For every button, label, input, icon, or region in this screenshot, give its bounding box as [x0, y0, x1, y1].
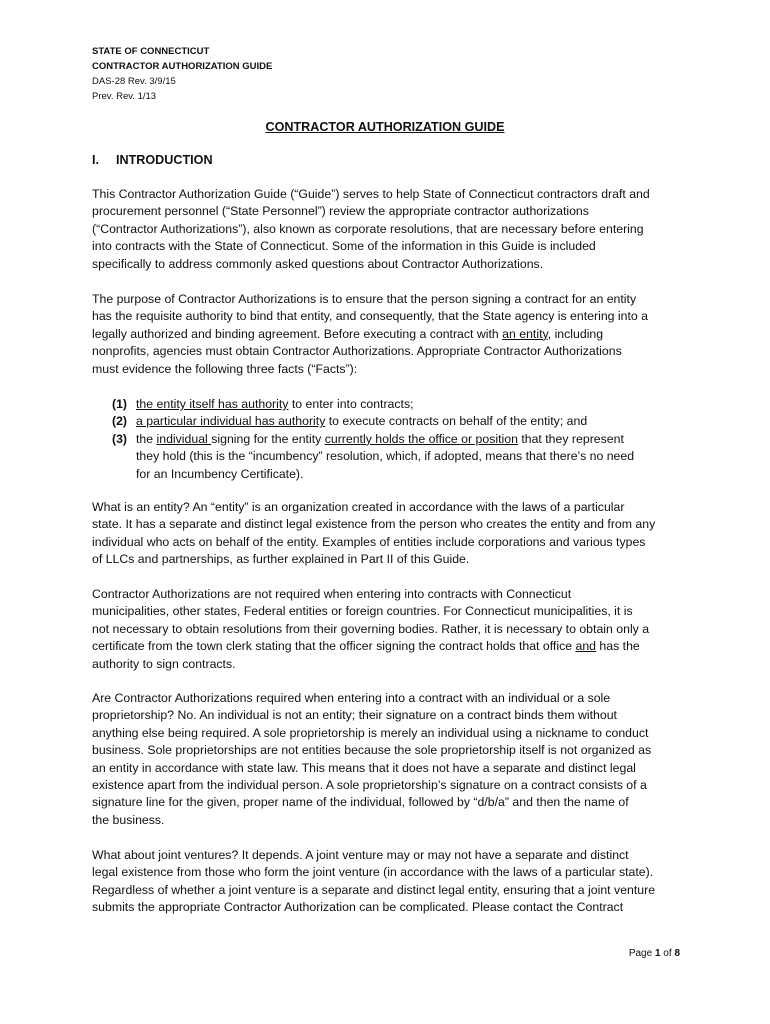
- underlined-text: the entity itself has authority: [136, 397, 289, 411]
- paragraph-purpose: [92, 291, 692, 378]
- text-line: (“Contractor Authorizations”), also known as corporate resolutions, that are necessary before entering: [92, 221, 644, 236]
- list-item: [112, 396, 692, 413]
- underlined-text: currently holds the office or position: [324, 431, 518, 446]
- text-line: business. Sole proprietorships are not entities because the sole proprietorship itself is not organized as: [92, 743, 652, 758]
- text-line: authority to sign contracts.: [92, 656, 236, 671]
- text-run: signing for the entity: [211, 431, 325, 446]
- text-run: legally authorized and binding agreement. Before executing a contract with: [92, 326, 503, 341]
- page-word: Page: [628, 948, 655, 959]
- text-line: anything else being required. A sole proprietorship is merely an individual using a nickname to conduct: [92, 725, 649, 740]
- section-label: INTRODUCTION: [116, 153, 213, 167]
- section-number: I.: [92, 153, 99, 167]
- underlined-text: an entity: [502, 326, 548, 341]
- text-run: to execute contracts on behalf of the entity; and: [325, 414, 588, 429]
- text-line: nonprofits, agencies must obtain Contractor Authorizations. Appropriate Contractor Authorizations: [92, 344, 622, 359]
- text-line: Regardless of whether a joint venture is a separate and distinct legal entity, ensuring that a joint venture: [92, 882, 656, 897]
- text-line: existence apart from the individual person. A sole proprietorship’s signature on a contract consists of a: [92, 778, 647, 793]
- text-line: The purpose of Contractor Authorizations is to ensure that the person signing a contract for an entity: [92, 292, 637, 306]
- facts-list: [112, 396, 692, 483]
- list-item: [112, 413, 692, 430]
- text-line: not necessary to obtain resolutions from their governing bodies. Rather, it is necessary to obtain only a: [92, 621, 650, 636]
- underlined-text: and: [575, 639, 597, 654]
- text-run: has the: [596, 639, 640, 654]
- document-header: [92, 44, 272, 104]
- header-revision: DAS-28 Rev. 3/9/15: [92, 76, 176, 87]
- text-line: individual who acts on behalf of the entity. Examples of entities include corporations and various types: [92, 534, 646, 549]
- underlined-text: individual: [156, 431, 212, 446]
- text-line: signature line for the given, proper name of the individual, followed by “d/b/a” and then the name of: [92, 795, 629, 810]
- text-line: an entity in accordance with state law. This means that it does not have a separate and distinct legal: [92, 760, 636, 775]
- text-run: the: [136, 431, 157, 446]
- header-state: STATE OF CONNECTICUT: [92, 46, 210, 57]
- text-line: What about joint ventures? It depends. A joint venture may or may not have a separate and distinct: [92, 848, 629, 862]
- paragraph-sole-proprietorship: [92, 690, 692, 829]
- text-line: Are Contractor Authorizations required when entering into a contract with an individual or a sole: [92, 691, 611, 705]
- paragraph-not-required: [92, 586, 692, 673]
- text-run: for an Incumbency Certificate).: [136, 466, 304, 481]
- text-line: the business.: [92, 812, 165, 827]
- text-run: to enter into contracts;: [288, 397, 414, 411]
- paragraph-what-is-entity: [92, 499, 692, 569]
- text-run: they hold (this is the “incumbency” resolution, which, if adopted, means that there’s no need: [136, 449, 635, 464]
- text-line: procurement personnel (“State Personnel”) review the appropriate contractor authorizations: [92, 204, 589, 219]
- text-line: submits the appropriate Contractor Authorization can be complicated. Please contact the Contract: [92, 900, 624, 915]
- text-line: municipalities, other states, Federal entities or foreign countries. For Connecticut municipalities, it is: [92, 604, 633, 619]
- text-line: specifically to address commonly asked questions about Contractor Authorizations.: [92, 256, 544, 271]
- total-pages: 8: [674, 948, 680, 959]
- list-number: (1): [112, 397, 128, 411]
- of-word: of: [660, 948, 675, 959]
- text-line: legal existence from those who form the joint venture (in accordance with the laws of a particular state).: [92, 865, 654, 880]
- list-item: [112, 431, 692, 483]
- text-line: has the requisite authority to bind that entity, and consequently, that the State agency is entering into a: [92, 309, 648, 324]
- list-number: (3): [112, 431, 128, 446]
- text-line: [92, 326, 692, 343]
- text-line: of LLCs and partnerships, as further explained in Part II of this Guide.: [92, 552, 470, 567]
- text-run: , including: [547, 326, 604, 341]
- list-number: (2): [112, 414, 128, 429]
- header-previous-revision: Prev. Rev. 1/13: [92, 91, 157, 102]
- page-title: CONTRACTOR AUTHORIZATION GUIDE: [265, 120, 505, 134]
- page-number: [629, 948, 680, 959]
- current-page: 1: [654, 948, 661, 959]
- text-run: that they represent: [517, 431, 624, 446]
- text-line: This Contractor Authorization Guide (“Guide”) serves to help State of Connecticut contractors draft and: [92, 187, 650, 201]
- underlined-text: a particular individual has authority: [136, 414, 326, 429]
- text-line: [92, 638, 692, 655]
- text-run: certificate from the town clerk stating that the officer signing the contract holds that office: [92, 639, 576, 654]
- paragraph-intro: [92, 186, 692, 273]
- paragraph-joint-ventures: [92, 847, 692, 917]
- text-line: must evidence the following three facts (“Facts”):: [92, 361, 358, 376]
- text-line: proprietorship? No. An individual is not an entity; their signature on a contract binds them without: [92, 708, 617, 723]
- header-guide-name: CONTRACTOR AUTHORIZATION GUIDE: [92, 61, 273, 72]
- text-line: into contracts with the State of Connecticut. Some of the information in this Guide is included: [92, 239, 596, 254]
- text-line: What is an entity? An “entity” is an organization created in accordance with the laws of a particular: [92, 500, 625, 514]
- section-heading: [92, 153, 213, 167]
- text-line: Contractor Authorizations are not required when entering into contracts with Connecticut: [92, 587, 572, 601]
- text-line: state. It has a separate and distinct legal existence from the person who creates the entity and from any: [92, 517, 656, 532]
